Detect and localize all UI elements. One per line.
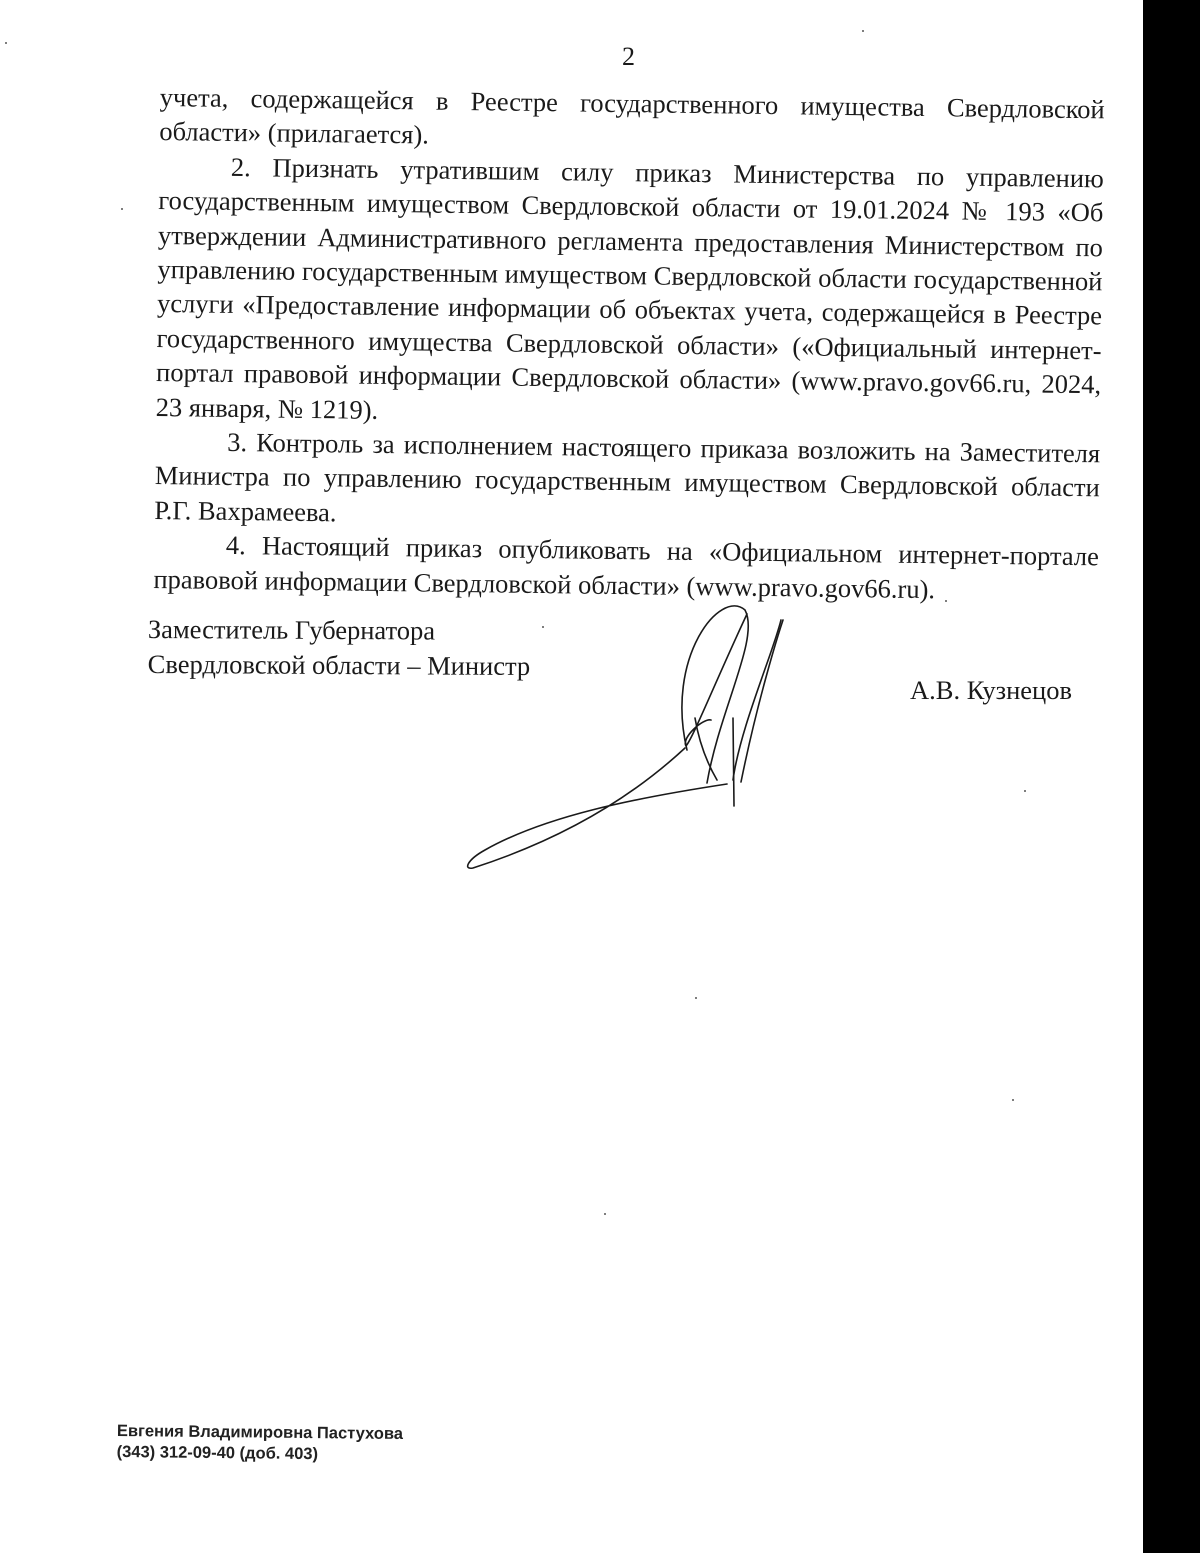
- scan-border: [1143, 0, 1200, 1553]
- page-number: 2: [622, 42, 635, 71]
- signer-position-line-1: Заместитель Губернатора: [147, 614, 436, 646]
- paragraph-2: 2. Признать утратившим силу приказ Министерства по управлению государственным имуществом Свердловской области от 19.01.2024 № 193 «Об утверждении Административного регламента предоставления Министерством по управлению государственным имуществом Свердловской области государственной услуги «Предоставление информации об объектах учета, содержащейся в Реестре государственного имущества Свердловской области» («Официальный интернет-портал правовой информации Свердловской области» (www.pravo.gov66.ru, 2024, 23 января, № 1219).: [155, 151, 1104, 425]
- paragraph-3: 3. Контроль за исполнением настоящего приказа возложить на Заместителя Министра по управлению государственным имуществом Свердловской области Р.Г. Вахрамеева.: [154, 426, 1101, 528]
- scan-speck: [121, 208, 123, 210]
- signer-position-line-2: Свердловской области – Министр: [147, 648, 531, 682]
- handwritten-signature: [455, 598, 795, 878]
- scan-speck: [695, 997, 697, 999]
- order-body: [153, 80, 1105, 608]
- scan-speck: [1012, 1099, 1014, 1101]
- executor-info: [117, 1421, 404, 1466]
- paragraph-1-continuation: учета, содержащейся в Реестре государственного имущества Свердловской области» (прилагается).: [159, 81, 1105, 150]
- executor-phone: (343) 312-09-40 (доб. 403): [116, 1442, 319, 1464]
- executor-name: Евгения Владимировна Пастухова: [116, 1422, 404, 1443]
- scan-speck: [1024, 790, 1026, 792]
- scan-speck: [5, 42, 7, 44]
- scan-speck: [604, 1213, 606, 1215]
- scan-speck: [542, 626, 544, 628]
- paragraph-4: 4. Настоящий приказ опубликовать на «Официальном интернет-портале правовой информации Свердловской области» (www.pravo.gov66.ru).: [153, 530, 1100, 604]
- scan-speck: [862, 30, 864, 32]
- scan-speck: [945, 600, 947, 602]
- signer-name: А.В. Кузнецов: [910, 675, 1072, 705]
